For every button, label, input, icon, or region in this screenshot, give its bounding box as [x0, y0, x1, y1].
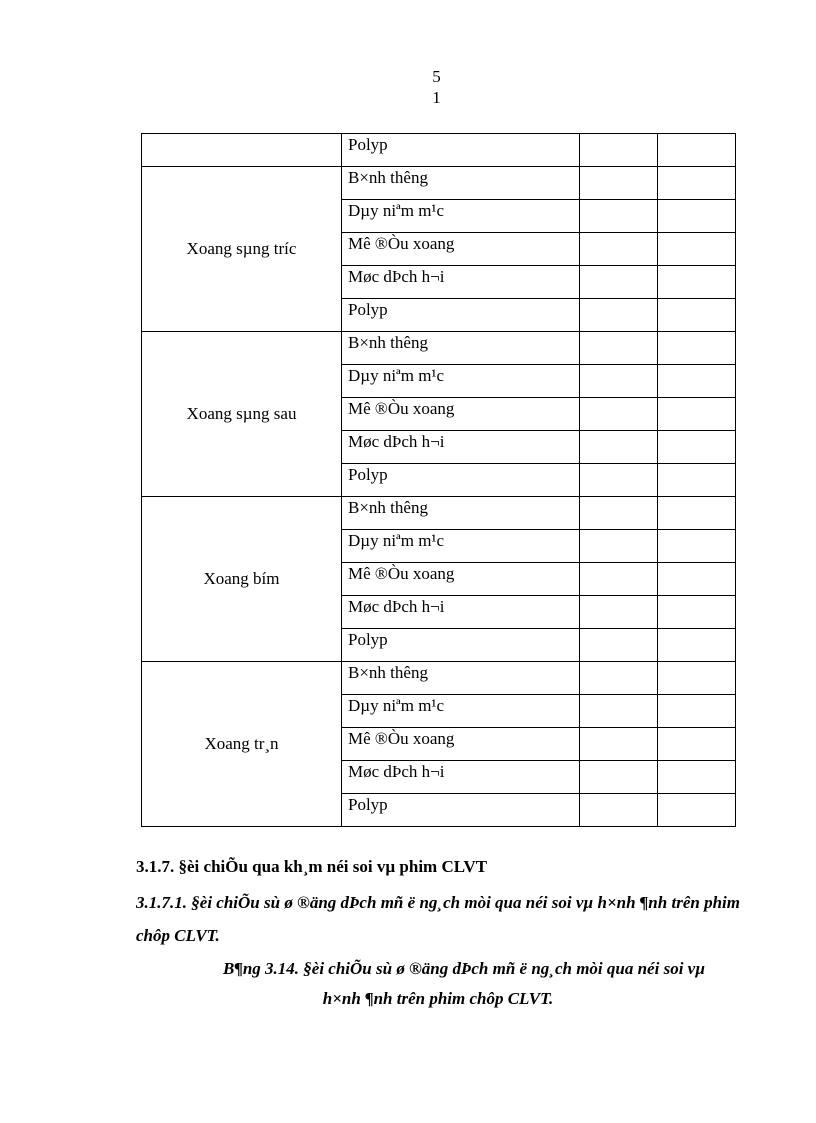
value-cell: [580, 728, 658, 761]
finding-cell: Polyp: [342, 464, 580, 497]
value-cell: [580, 629, 658, 662]
table-row: [142, 167, 736, 200]
value-cell: [658, 398, 736, 431]
value-cell: [658, 695, 736, 728]
value-cell: [658, 464, 736, 497]
table-caption: [136, 954, 740, 1014]
finding-cell: B×nh thêng: [342, 497, 580, 530]
region-cell: Xoang tr¸n: [142, 662, 342, 827]
value-cell: [658, 596, 736, 629]
value-cell: [580, 398, 658, 431]
region-cell: Xoang bím: [142, 497, 342, 662]
page-number: [0, 66, 816, 108]
finding-cell: B×nh thêng: [342, 332, 580, 365]
value-cell: [580, 695, 658, 728]
value-cell: [580, 794, 658, 827]
value-cell: [658, 629, 736, 662]
finding-cell: Mê ®Òu xoang: [342, 398, 580, 431]
table-row: [142, 497, 736, 530]
value-cell: [580, 563, 658, 596]
finding-cell: B×nh thêng: [342, 167, 580, 200]
value-cell: [580, 464, 658, 497]
finding-cell: Møc dÞch h¬i: [342, 266, 580, 299]
value-cell: [658, 530, 736, 563]
finding-cell: Mê ®Òu xoang: [342, 563, 580, 596]
value-cell: [580, 134, 658, 167]
region-cell: [142, 134, 342, 167]
value-cell: [658, 167, 736, 200]
value-cell: [580, 761, 658, 794]
region-cell: Xoang sµng sau: [142, 332, 342, 497]
finding-cell: Dµy niªm m¹c: [342, 200, 580, 233]
value-cell: [580, 497, 658, 530]
value-cell: [658, 662, 736, 695]
caption-line-2: h×nh ¶nh trên phim chôp CLVT.: [322, 989, 554, 1008]
value-cell: [658, 332, 736, 365]
value-cell: [580, 200, 658, 233]
page-number-line-2: 1: [432, 88, 441, 107]
value-cell: [658, 728, 736, 761]
value-cell: [580, 266, 658, 299]
page-number-line-1: 5: [432, 67, 441, 86]
value-cell: [658, 134, 736, 167]
value-cell: [658, 761, 736, 794]
value-cell: [580, 167, 658, 200]
value-cell: [580, 365, 658, 398]
value-cell: [658, 299, 736, 332]
finding-cell: Møc dÞch h¬i: [342, 596, 580, 629]
finding-cell: Polyp: [342, 794, 580, 827]
table-row: [142, 662, 736, 695]
value-cell: [658, 233, 736, 266]
value-cell: [580, 530, 658, 563]
finding-cell: B×nh thêng: [342, 662, 580, 695]
table-row: [142, 134, 736, 167]
finding-cell: Mê ®Òu xoang: [342, 728, 580, 761]
value-cell: [580, 299, 658, 332]
value-cell: [658, 563, 736, 596]
findings-table: [141, 133, 736, 827]
finding-cell: Dµy niªm m¹c: [342, 695, 580, 728]
value-cell: [580, 662, 658, 695]
finding-cell: Dµy niªm m¹c: [342, 530, 580, 563]
value-cell: [658, 497, 736, 530]
region-cell: Xoang sµng tríc: [142, 167, 342, 332]
subsection-heading: 3.1.7.1. §èi chiÕu sù ø ®äng dÞch mñ ë ng¸ch mòi qua néi soi vµ h×nh ¶nh trên phim chôp CLVT.: [136, 893, 740, 945]
finding-cell: Møc dÞch h¬i: [342, 431, 580, 464]
finding-cell: Polyp: [342, 299, 580, 332]
value-cell: [580, 596, 658, 629]
finding-cell: Dµy niªm m¹c: [342, 365, 580, 398]
value-cell: [658, 365, 736, 398]
value-cell: [658, 200, 736, 233]
value-cell: [580, 431, 658, 464]
value-cell: [580, 233, 658, 266]
finding-cell: Polyp: [342, 134, 580, 167]
finding-cell: Polyp: [342, 629, 580, 662]
value-cell: [580, 332, 658, 365]
caption-line-1: B¶ng 3.14. §èi chiÕu sù ø ®äng dÞch mñ ë ng¸ch mòi qua néi soi vµ: [222, 959, 706, 978]
value-cell: [658, 794, 736, 827]
table-row: [142, 332, 736, 365]
value-cell: [658, 266, 736, 299]
value-cell: [658, 431, 736, 464]
finding-cell: Mê ®Òu xoang: [342, 233, 580, 266]
finding-cell: Møc dÞch h¬i: [342, 761, 580, 794]
section-heading: 3.1.7. §èi chiÕu qua kh¸m néi soi vµ phim CLVT: [136, 857, 488, 876]
